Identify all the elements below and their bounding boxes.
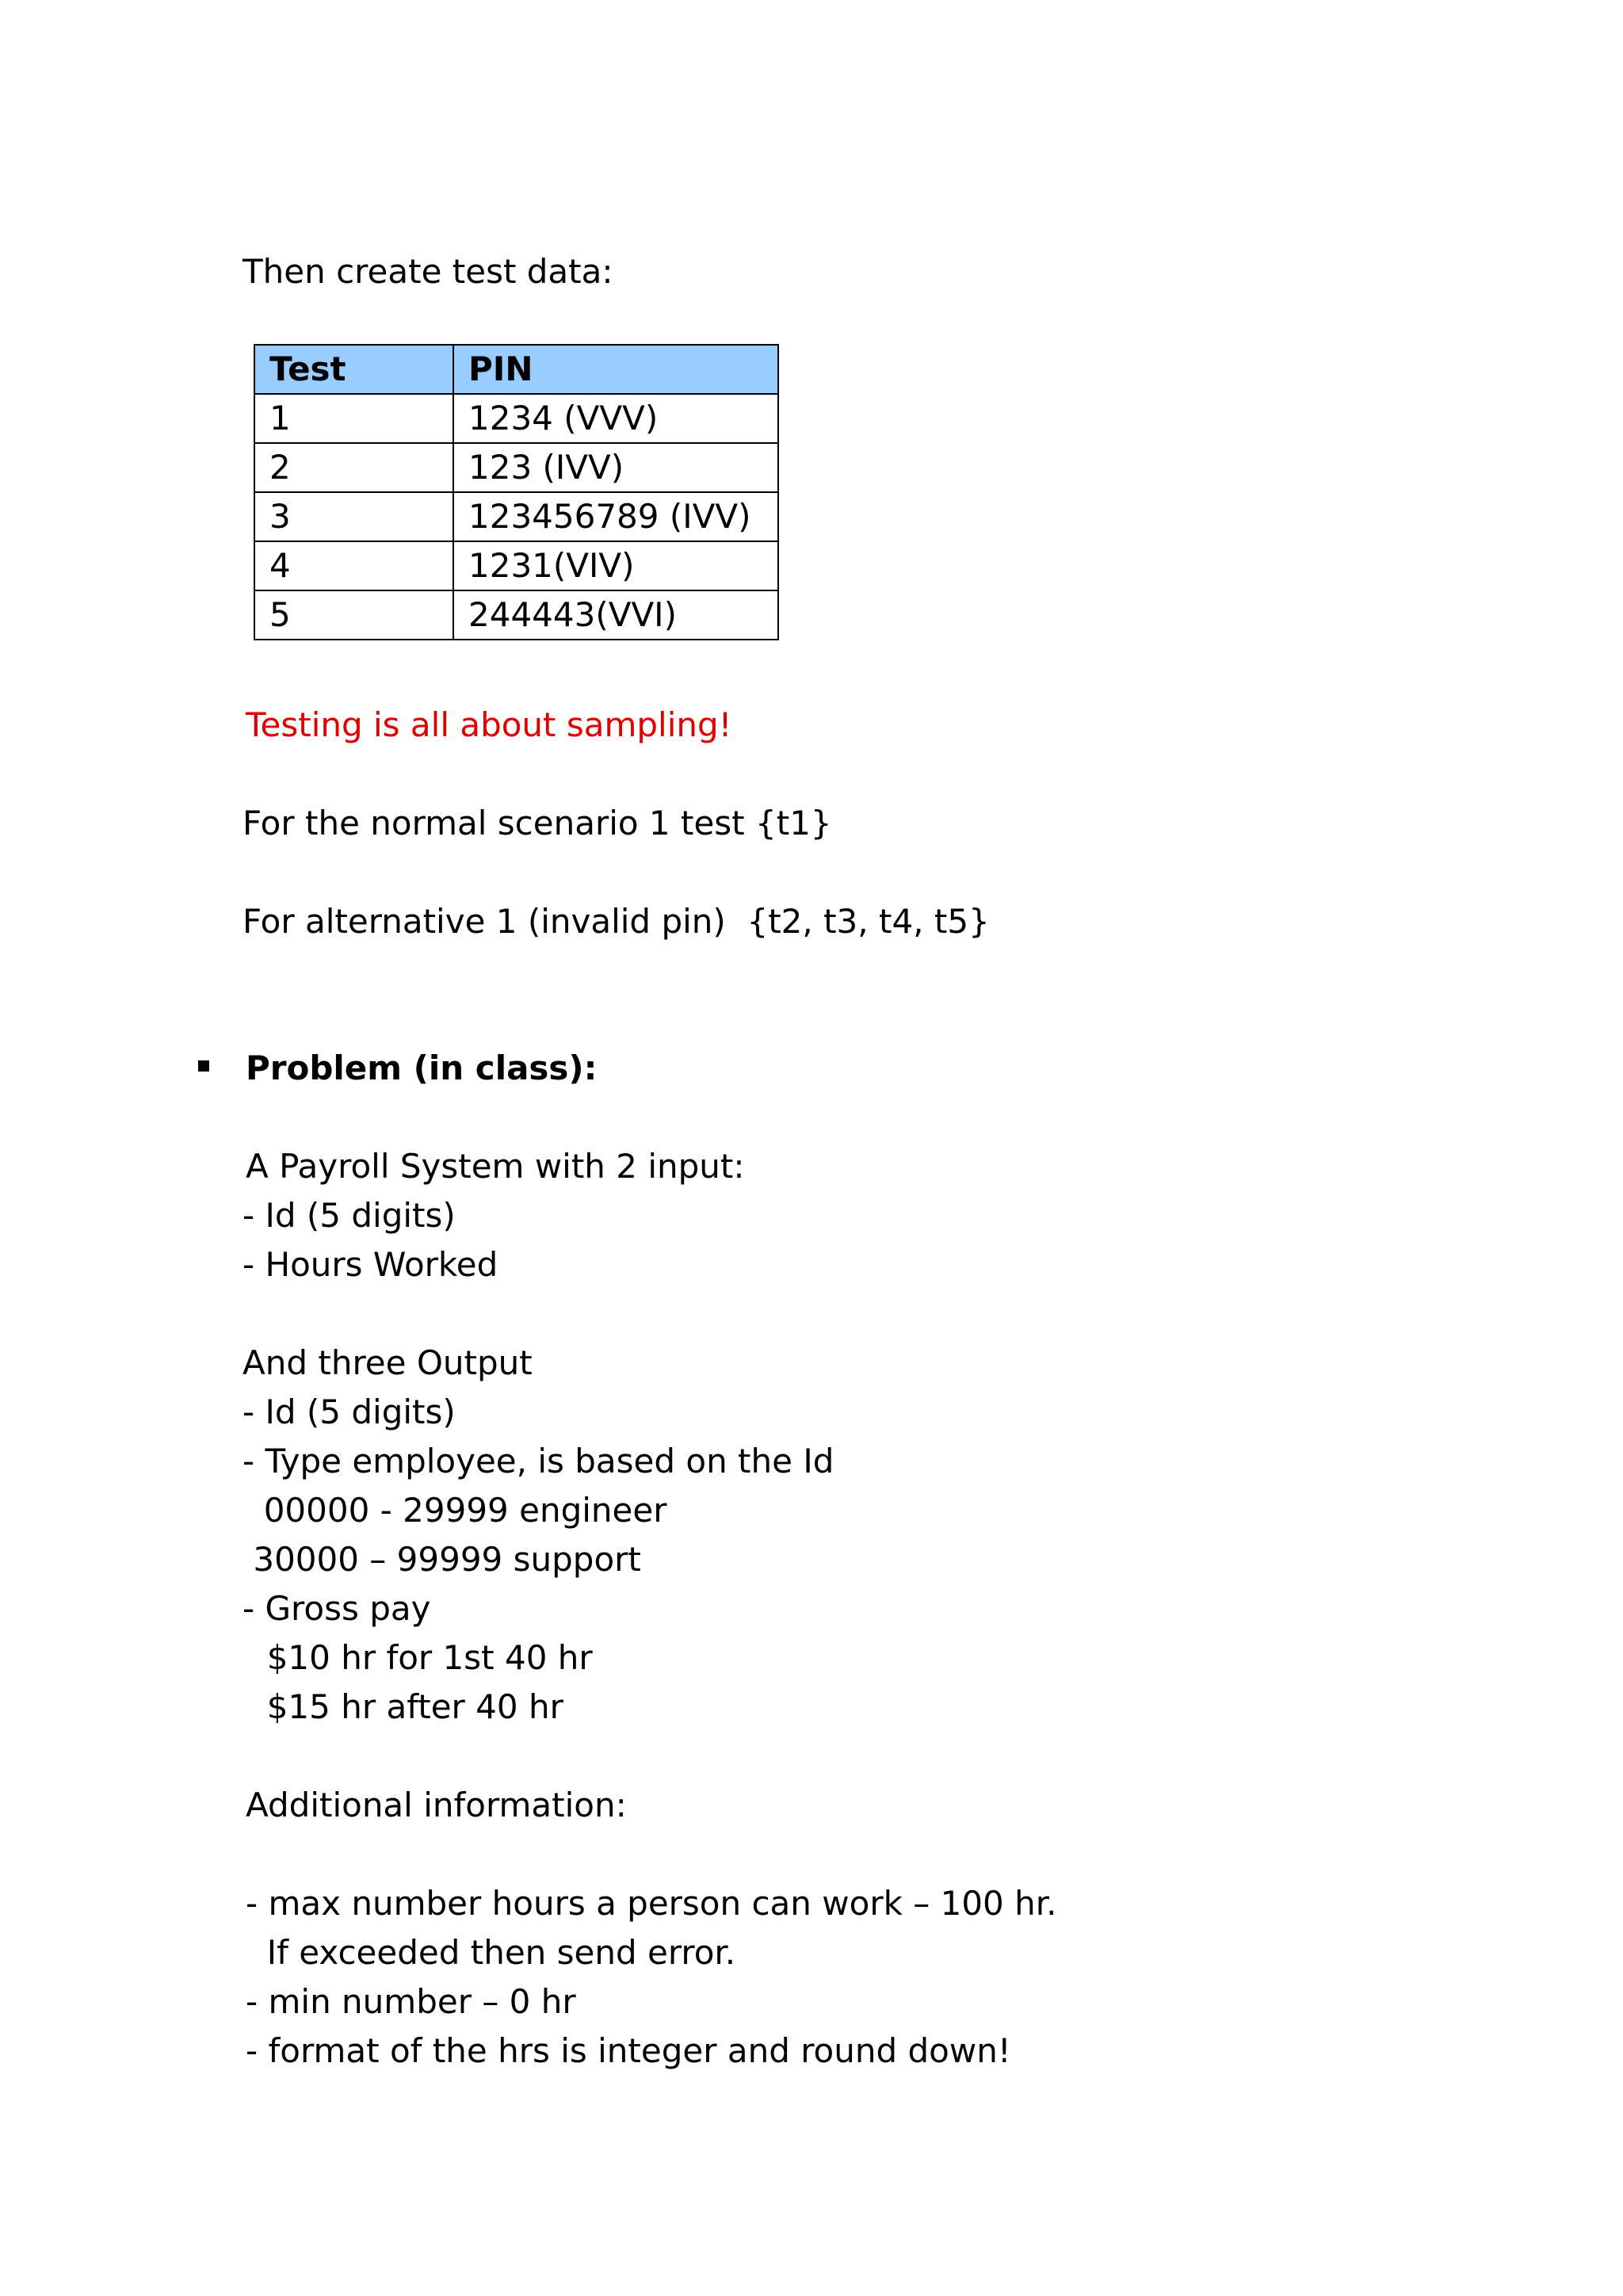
additional-item: - format of the hrs is integer and round down!: [246, 2031, 1011, 2070]
column-header-pin: PIN: [453, 345, 778, 394]
pin-cell: 123 (IVV): [453, 443, 778, 492]
additional-item: - max number hours a person can work – 100 hr.: [246, 1884, 1057, 1923]
problem-intro: A Payroll System with 2 input:: [246, 1147, 745, 1186]
output-item: - Type employee, is based on the Id: [242, 1442, 834, 1480]
test-cell: 5: [254, 590, 453, 640]
input-item: - Id (5 digits): [242, 1196, 456, 1235]
output-item: $15 hr after 40 hr: [246, 1687, 563, 1726]
pin-cell: 1231(VIV): [453, 541, 778, 590]
table-row: [254, 492, 778, 541]
additional-item: If exceeded then send error.: [246, 1933, 736, 1972]
problem-heading: Problem (in class):: [246, 1049, 598, 1087]
pin-cell: 244443(VVI): [453, 590, 778, 640]
test-cell: 4: [254, 541, 453, 590]
output-item: - Id (5 digits): [242, 1392, 456, 1431]
sampling-note: Testing is all about sampling!: [246, 705, 732, 744]
normal-scenario-text: For the normal scenario 1 test {t1}: [242, 804, 832, 842]
pin-cell: 1234 (VVV): [453, 394, 778, 443]
output-item: $10 hr for 1st 40 hr: [246, 1638, 593, 1677]
additional-item: - min number – 0 hr: [246, 1982, 576, 2021]
test-cell: 3: [254, 492, 453, 541]
table-header-row: [254, 345, 778, 394]
output-item: 00000 - 29999 engineer: [242, 1491, 667, 1530]
output-item: - Gross pay: [242, 1589, 431, 1628]
test-cell: 2: [254, 443, 453, 492]
pin-cell: 123456789 (IVV): [453, 492, 778, 541]
column-header-test: Test: [254, 345, 453, 394]
table-row: [254, 394, 778, 443]
table-row: [254, 541, 778, 590]
alternative-text: For alternative 1 (invalid pin) {t2, t3, t4, t5}: [242, 902, 990, 941]
test-cell: 1: [254, 394, 453, 443]
test-data-table: [254, 344, 779, 640]
table-row: [254, 590, 778, 640]
input-item: - Hours Worked: [242, 1245, 498, 1284]
output-item: 30000 – 99999 support: [242, 1540, 641, 1579]
bullet-square-icon: [198, 1060, 209, 1072]
additional-heading: Additional information:: [246, 1786, 627, 1824]
intro-text: Then create test data:: [242, 252, 613, 291]
table-row: [254, 443, 778, 492]
output-heading: And three Output: [242, 1343, 533, 1382]
